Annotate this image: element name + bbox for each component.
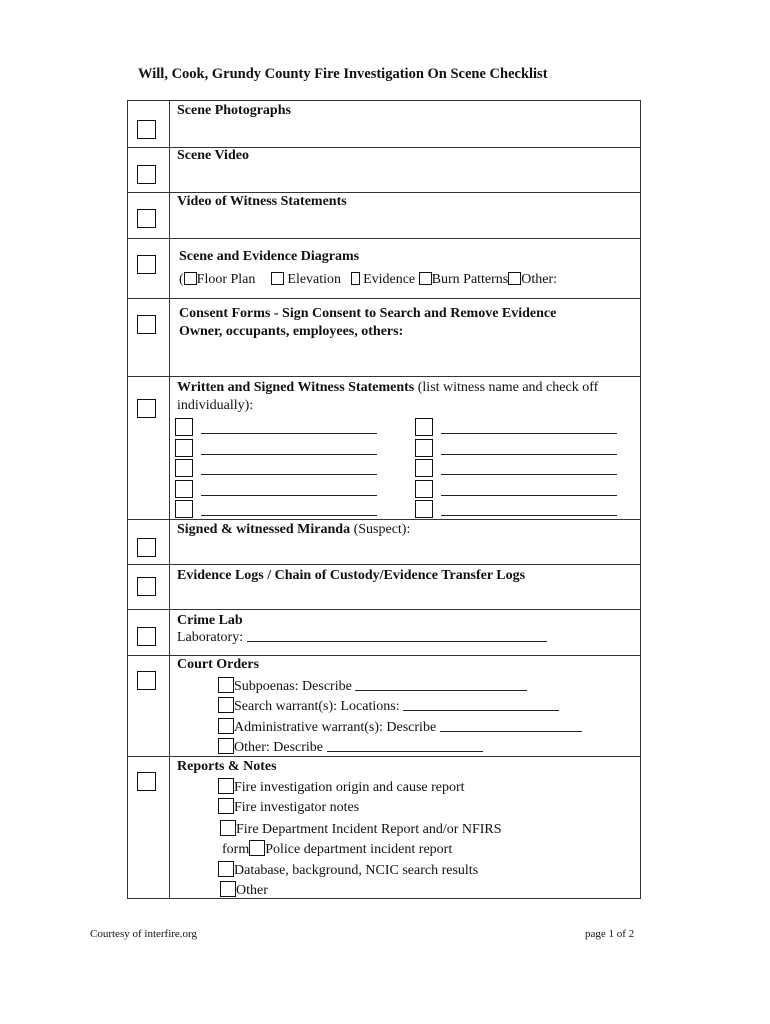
footer-page-number: page 1 of 2 (585, 928, 635, 940)
page-title: Will, Cook, Grundy County Fire Investigation On Scene Checklist (138, 66, 548, 82)
laboratory-field (177, 628, 547, 647)
police-report-checkbox[interactable] (249, 840, 265, 856)
investigator-notes-checkbox[interactable] (218, 798, 234, 814)
floor-plan-label: Floor Plan (196, 272, 256, 287)
nfirs-label: Fire Department Incident Report and/or NFIRS (236, 822, 502, 837)
witness-label-rest: (list witness name and check off (414, 380, 599, 395)
report-item (220, 881, 268, 900)
diagrams-label: Scene and Evidence Diagrams (179, 249, 360, 264)
search-warrant-checkbox[interactable] (218, 697, 234, 713)
subpoenas-label: Subpoenas: Describe (234, 679, 352, 694)
other-court-line[interactable] (327, 738, 483, 752)
witness-5-checkbox[interactable] (175, 500, 193, 518)
video-witness-label: Video of Witness Statements (177, 194, 347, 209)
witness-label-line2: individually): (177, 398, 254, 413)
court-orders-label: Court Orders (177, 657, 260, 672)
row-divider (128, 376, 640, 377)
witness-4-checkbox[interactable] (175, 480, 193, 498)
admin-warrant-checkbox[interactable] (218, 718, 234, 734)
miranda-label (177, 521, 410, 539)
column-divider (169, 101, 170, 898)
court-order-item (218, 697, 559, 716)
witness-label-bold: Written and Signed Witness Statements (177, 380, 415, 395)
elevation-checkbox[interactable] (271, 272, 284, 285)
consent-checkbox[interactable] (137, 315, 156, 334)
burn-patterns-checkbox[interactable] (419, 272, 432, 285)
witness-9-line[interactable] (441, 495, 617, 496)
report-item (220, 820, 502, 839)
witness-7-checkbox[interactable] (415, 439, 433, 457)
row-divider (128, 238, 640, 239)
evidence-logs-checkbox[interactable] (137, 577, 156, 596)
row-divider (128, 519, 640, 520)
scene-photographs-checkbox[interactable] (137, 120, 156, 139)
witness-8-line[interactable] (441, 474, 617, 475)
admin-warrant-label: Administrative warrant(s): Describe (234, 720, 437, 735)
report-item (218, 861, 478, 880)
court-order-item (218, 718, 582, 737)
nfirs-checkbox[interactable] (220, 820, 236, 836)
footer-courtesy: Courtesy of interfire.org (90, 928, 198, 940)
court-order-item (218, 677, 527, 696)
witness-10-checkbox[interactable] (415, 500, 433, 518)
evidence-logs-label: Evidence Logs / Chain of Custody/Evidence Transfer Logs (177, 568, 526, 583)
origin-report-label: Fire investigation origin and cause report (234, 780, 465, 795)
origin-report-checkbox[interactable] (218, 778, 234, 794)
scene-video-checkbox[interactable] (137, 165, 156, 184)
crime-lab-checkbox[interactable] (137, 627, 156, 646)
laboratory-label: Laboratory: (177, 630, 244, 645)
witness-9-checkbox[interactable] (415, 480, 433, 498)
court-order-item (218, 738, 483, 757)
witness-3-checkbox[interactable] (175, 459, 193, 477)
witness-7-line[interactable] (441, 454, 617, 455)
witness-statements-checkbox[interactable] (137, 399, 156, 418)
row-divider (128, 609, 640, 610)
report-item (218, 798, 359, 817)
row-divider (128, 564, 640, 565)
reports-checkbox[interactable] (137, 772, 156, 791)
subpoenas-checkbox[interactable] (218, 677, 234, 693)
other-court-label: Other: Describe (234, 740, 324, 755)
report-item (218, 778, 465, 797)
witness-8-checkbox[interactable] (415, 459, 433, 477)
search-warrant-label: Search warrant(s): Locations: (234, 699, 400, 714)
other-diagram-label: Other: (521, 272, 558, 287)
scene-video-label: Scene Video (177, 148, 249, 163)
witness-1-checkbox[interactable] (175, 418, 193, 436)
laboratory-line[interactable] (247, 628, 547, 642)
witness-5-line[interactable] (201, 515, 377, 516)
consent-line1: Consent Forms - Sign Consent to Search and Remove Evidence (179, 306, 557, 321)
witness-2-checkbox[interactable] (175, 439, 193, 457)
witness-10-line[interactable] (441, 515, 617, 516)
witness-2-line[interactable] (201, 454, 377, 455)
database-checkbox[interactable] (218, 861, 234, 877)
subpoenas-line[interactable] (355, 677, 527, 691)
reports-label: Reports & Notes (177, 759, 277, 774)
consent-line2: Owner, occupants, employees, others: (179, 324, 404, 339)
diagrams-checkbox[interactable] (137, 255, 156, 274)
floor-plan-checkbox[interactable] (184, 272, 197, 285)
database-label: Database, background, NCIC search results (234, 863, 479, 878)
elevation-label: Elevation (287, 272, 342, 287)
admin-warrant-line[interactable] (440, 718, 582, 732)
witness-label (177, 379, 598, 397)
other-report-checkbox[interactable] (220, 881, 236, 897)
witness-6-line[interactable] (441, 433, 617, 434)
witness-6-checkbox[interactable] (415, 418, 433, 436)
other-court-checkbox[interactable] (218, 738, 234, 754)
other-report-label: Other (236, 883, 268, 898)
witness-4-line[interactable] (201, 495, 377, 496)
court-orders-checkbox[interactable] (137, 671, 156, 690)
video-witness-checkbox[interactable] (137, 209, 156, 228)
scene-photographs-label: Scene Photographs (177, 103, 291, 118)
witness-3-line[interactable] (201, 474, 377, 475)
form-prefix: form (222, 842, 250, 857)
miranda-rest: (Suspect): (350, 522, 411, 537)
search-warrant-line[interactable] (403, 697, 559, 711)
evidence-label: Evidence (363, 272, 416, 287)
witness-1-line[interactable] (201, 433, 377, 434)
miranda-checkbox[interactable] (137, 538, 156, 557)
other-diagram-checkbox[interactable] (508, 272, 521, 285)
evidence-checkbox[interactable] (351, 272, 360, 285)
crime-lab-label: Crime Lab (177, 613, 243, 628)
report-item (222, 840, 452, 859)
row-divider (128, 298, 640, 299)
open-paren: ( (179, 272, 184, 287)
diagram-options (179, 271, 557, 289)
police-report-label: Police department incident report (265, 842, 453, 857)
burn-patterns-label: Burn Patterns (431, 272, 509, 287)
investigator-notes-label: Fire investigator notes (234, 800, 360, 815)
miranda-bold: Signed & witnessed Miranda (177, 522, 351, 537)
